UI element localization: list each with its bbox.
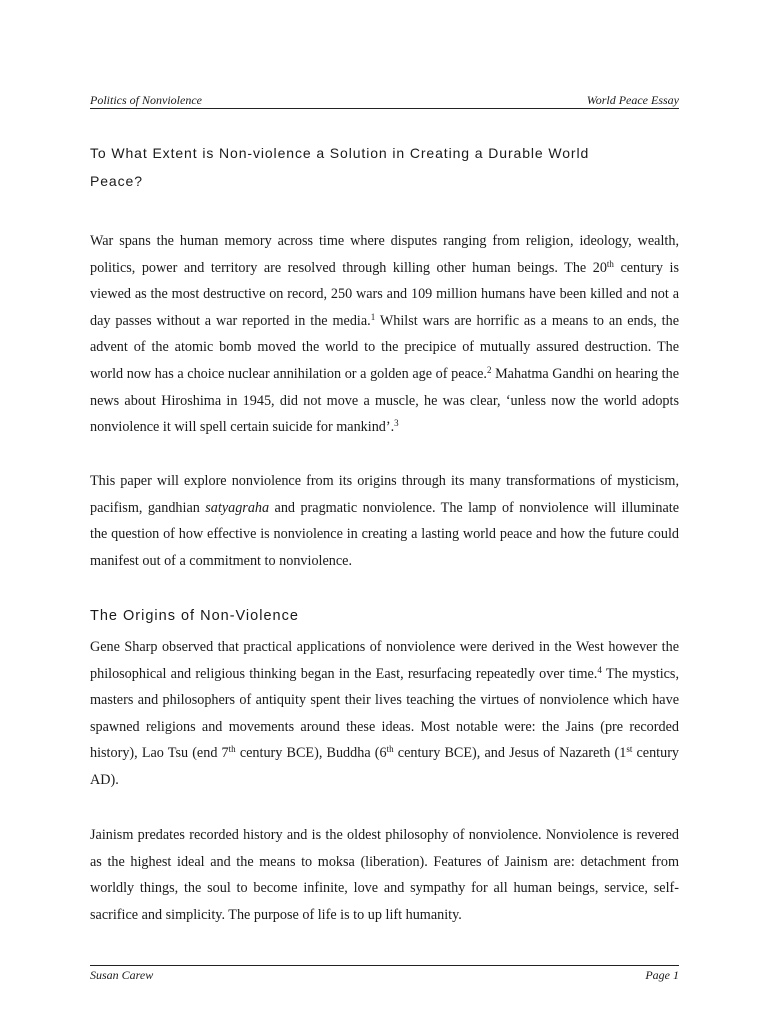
footer-author: Susan Carew: [90, 968, 154, 982]
origins-text-1: Gene Sharp observed that practical applications of nonviolence were derived in the West however the philosophical and religious thinking began in the East, resurfacing repeatedly over time.: [90, 639, 679, 682]
intro-text-4: Mahatma Gandhi on hearing the news about Hiroshima in 1945, did not move a muscle, he was clear, ‘unless now the world adopts nonviolence it will spell certain suicide for mankind’.: [90, 365, 680, 436]
intro-text-1: War spans the human memory across time where disputes ranging from religion, ideology, wealth, politics, power and territory are resolved through killing other human beings. The 20: [90, 233, 679, 276]
origins-text-3: century BCE), Buddha (6: [235, 745, 387, 762]
ordinal-suffix: st: [626, 744, 633, 755]
intro-text-2: century is viewed as the most destructive on record, 250 wars and 109 million humans have been killed and not a day passes without a war reported in the media.: [90, 259, 679, 329]
essay-title-line-2: Peace?: [90, 173, 143, 189]
scope-emphasis: satyagraha: [205, 499, 270, 516]
essay-title-line-1: To What Extent is Non-violence a Solution in Creating a Durable World: [90, 145, 590, 161]
page-footer: [90, 965, 679, 982]
page-header: [90, 92, 679, 109]
footnote-ref-1: 1: [370, 311, 376, 322]
header-right-title: World Peace Essay: [586, 93, 679, 107]
section-heading: The Origins of Non-Violence: [90, 608, 299, 624]
footnote-ref-2: 2: [486, 364, 492, 375]
header-left-title: Politics of Nonviolence: [90, 93, 202, 107]
paragraph-intro: [90, 228, 679, 441]
ordinal-suffix: th: [228, 744, 236, 755]
origins-text-4: century BCE), and Jesus of Nazareth (1: [393, 745, 627, 762]
ordinal-suffix: th: [386, 744, 394, 755]
footnote-ref-4: 4: [597, 664, 602, 675]
paragraph-origins: [90, 634, 679, 794]
essay-title: [90, 139, 690, 195]
footnote-ref-3: 3: [394, 418, 399, 429]
ordinal-suffix: th: [606, 258, 614, 269]
origins-text-5: century AD).: [90, 745, 680, 788]
paragraph-scope: [90, 468, 679, 574]
footer-page-number: Page 1: [645, 968, 679, 982]
intro-text-3: Whilst wars are horrific as a means to an ends, the advent of the atomic bomb moved the world to the precipice of mutually assured destruction. The world now has a choice nuclear annihilation or a golden age of peace.: [90, 312, 679, 382]
paragraph-jainism: Jainism predates recorded history and is the oldest philosophy of nonviolence. Nonviolence is revered as the highest ideal and the means to moksa (liberation). Features of Jainism are: detachment from worldly things, the soul to become infinite, love and sympathy for all human beings, service, self-sacrifice and simplicity. The purpose of life is to up lift humanity.: [90, 827, 679, 923]
origins-text-2: The mystics, masters and philosophers of antiquity spent their lives teaching the virtues of nonviolence which have spawned religions and movements around these ideas. Most notable were: the Jains (pre recorded history), Lao Tsu (end 7: [90, 665, 679, 762]
scope-text-1: This paper will explore nonviolence from its origins through its many transformations of mysticism, pacifism, gandhian: [90, 473, 679, 516]
scope-text-2: and pragmatic nonviolence. The lamp of nonviolence will illuminate the question of how effective is nonviolence in creating a lasting world peace and how the future could manifest out of a commitment to nonviolence.: [90, 499, 679, 569]
